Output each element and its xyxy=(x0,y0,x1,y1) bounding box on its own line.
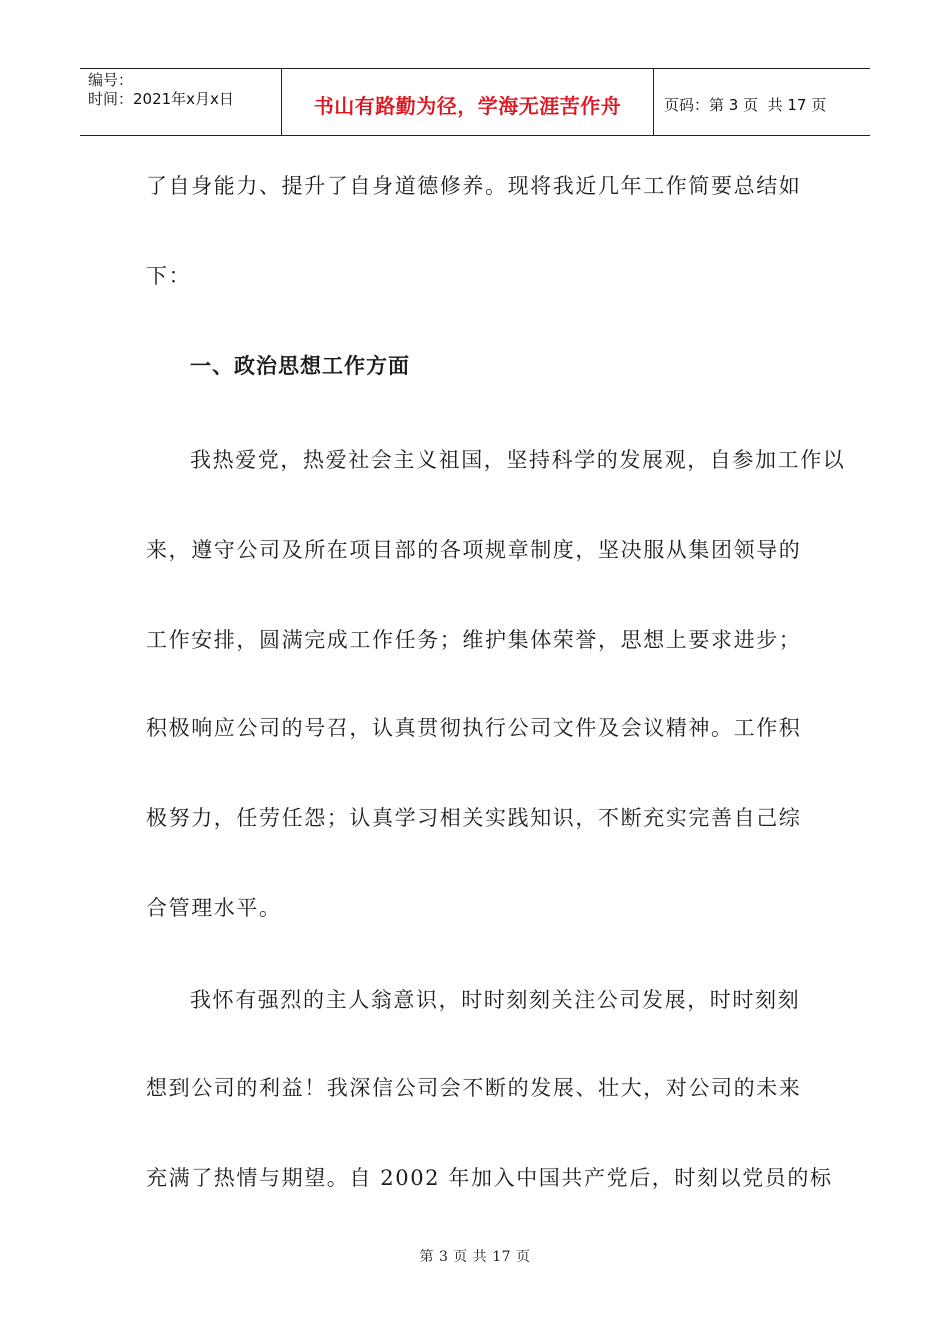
header-motto: 书山有路勤为径，学海无涯苦作舟 xyxy=(313,93,622,118)
body-line: 极努力，任劳任怨；认真学习相关实践知识，不断充实完善自己综 xyxy=(146,806,802,830)
header-page-info: 页码：第 3 页 共 17 页 xyxy=(664,95,827,114)
document-time: 时间：2021年x月x日 xyxy=(88,90,234,108)
header-page-cell xyxy=(654,69,870,135)
header-meta xyxy=(80,69,282,135)
body-line: 工作安排，圆满完成工作任务；维护集体荣誉，思想上要求进步； xyxy=(146,628,802,652)
body-line: 合管理水平。 xyxy=(146,896,282,920)
section-heading: 一、政治思想工作方面 xyxy=(190,354,410,378)
body-line: 下： xyxy=(146,264,192,288)
body-line: 积极响应公司的号召，认真贯彻执行公司文件及会议精神。工作积 xyxy=(146,716,802,740)
body-line: 我热爱党，热爱社会主义祖国，坚持科学的发展观，自参加工作以 xyxy=(190,448,846,472)
body-line: 了自身能力、提升了自身道德修养。现将我近几年工作简要总结如 xyxy=(146,174,802,198)
body-line: 充满了热情与期望。自 2002 年加入中国共产党后，时刻以党员的标 xyxy=(146,1166,833,1190)
body-line: 我怀有强烈的主人翁意识，时时刻刻关注公司发展，时时刻刻 xyxy=(190,988,801,1012)
header-motto-cell xyxy=(282,69,654,135)
body-line: 想到公司的利益！我深信公司会不断的发展、壮大，对公司的未来 xyxy=(146,1076,802,1100)
page-header xyxy=(80,68,870,136)
body-line: 来，遵守公司及所在项目部的各项规章制度，坚决服从集团领导的 xyxy=(146,538,802,562)
page-footer: 第 3 页 共 17 页 xyxy=(419,1249,531,1265)
document-number: 编号： xyxy=(88,71,134,89)
